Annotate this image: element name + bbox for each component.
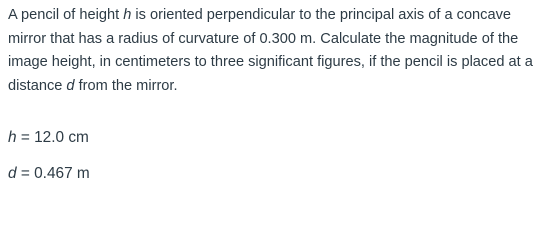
given-distance-value: 0.467 m [34, 165, 90, 182]
given-distance-equals: = [16, 165, 35, 182]
given-height-value: 12.0 cm [34, 129, 89, 146]
problem-statement [8, 4, 548, 98]
variable-h: h [123, 7, 132, 23]
given-distance [8, 164, 90, 184]
given-height [8, 128, 89, 148]
problem-text-ending: from the mirror. [74, 77, 178, 94]
given-distance-variable: d [8, 165, 17, 182]
variable-d: d [66, 77, 75, 94]
given-height-variable: h [8, 129, 17, 146]
given-height-equals: = [16, 129, 35, 146]
problem-text-middle: is oriented perpendicular to the principal axis of a concave mirror that has a radius of curvature of 0.300 m. Calculate the magnitude of the image height, in centimeters to three significant figures, if the pencil is placed at a distance [8, 7, 533, 94]
problem-text-intro: A pencil of height [8, 7, 124, 23]
